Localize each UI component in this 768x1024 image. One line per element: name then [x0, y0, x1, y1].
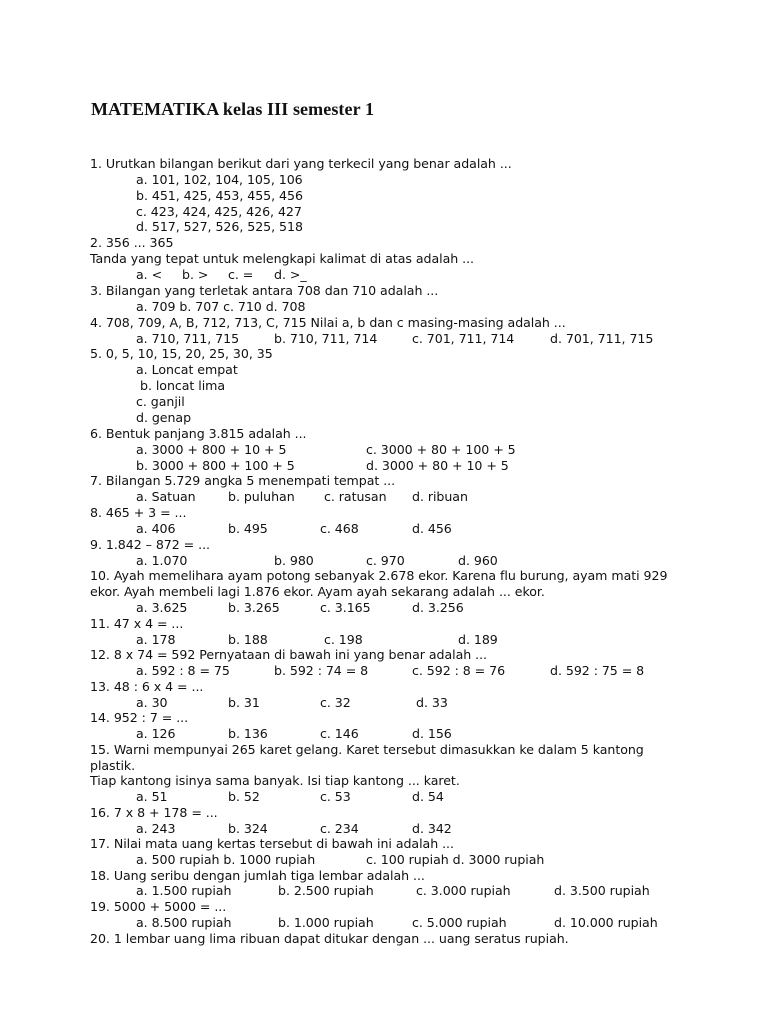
question-18-option-d: d. 3.500 rupiah — [554, 883, 650, 898]
question-14-option-d: d. 156 — [412, 726, 452, 741]
question-8-option-a: a. 406 — [136, 521, 176, 536]
question-19-text: 19. 5000 + 5000 = ... — [90, 899, 227, 914]
question-18-option-c: c. 3.000 rupiah — [416, 883, 511, 898]
question-10-option-c: c. 3.165 — [320, 600, 371, 615]
question-8-option-c: c. 468 — [320, 521, 359, 536]
question-16-option-c: c. 234 — [320, 821, 359, 836]
question-9-option-b: b. 980 — [274, 553, 314, 568]
question-19-option-b: b. 1.000 rupiah — [278, 915, 374, 930]
question-15-text: 15. Warni mempunyai 265 karet gelang. Karet tersebut dimasukkan ke dalam 5 kantong — [90, 742, 644, 757]
question-16-option-b: b. 324 — [228, 821, 268, 836]
question-4-option-a: a. 710, 711, 715 — [136, 331, 240, 346]
question-10-option-a: a. 3.625 — [136, 600, 188, 615]
question-13-option-a: a. 30 — [136, 695, 168, 710]
question-16-option-d: d. 342 — [412, 821, 452, 836]
question-16-text: 16. 7 x 8 + 178 = ... — [90, 805, 218, 820]
question-20-text: 20. 1 lembar uang lima ribuan dapat ditukar dengan ... uang seratus rupiah. — [90, 931, 569, 946]
question-17-text: 17. Nilai mata uang kertas tersebut di bawah ini adalah ... — [90, 836, 454, 851]
question-6-text: 6. Bentuk panjang 3.815 adalah ... — [90, 426, 307, 441]
question-8-text: 8. 465 + 3 = ... — [90, 505, 187, 520]
question-18-text: 18. Uang seribu dengan jumlah tiga lembar adalah ... — [90, 868, 425, 883]
question-7-option-d: d. ribuan — [412, 489, 468, 504]
question-4-option-d: d. 701, 711, 715 — [550, 331, 654, 346]
question-12-text: 12. 8 x 74 = 592 Pernyataan di bawah ini yang benar adalah ... — [90, 647, 487, 662]
question-15-option-a: a. 51 — [136, 789, 168, 804]
question-12-option-c: c. 592 : 8 = 76 — [412, 663, 506, 678]
question-9-option-a: a. 1.070 — [136, 553, 188, 568]
question-4-text: 4. 708, 709, A, B, 712, 713, C, 715 Nilai a, b dan c masing-masing adalah ... — [90, 315, 566, 330]
question-16-option-a: a. 243 — [136, 821, 176, 836]
question-6-option-c: c. 3000 + 80 + 100 + 5 — [366, 442, 516, 457]
question-10-text: 10. Ayah memelihara ayam potong sebanyak 2.678 ekor. Karena flu burung, ayam mati 929 — [90, 568, 668, 583]
question-2-option-b: b. > — [182, 267, 209, 282]
question-18-option-a: a. 1.500 rupiah — [136, 883, 232, 898]
question-15-option-c: c. 53 — [320, 789, 351, 804]
question-5-option-c: c. ganjil — [136, 394, 185, 409]
question-1-option-c: c. 423, 424, 425, 426, 427 — [136, 204, 302, 219]
question-13-option-d: d. 33 — [416, 695, 448, 710]
question-5-option-a: a. Loncat empat — [136, 362, 238, 377]
question-15-option-d: d. 54 — [412, 789, 444, 804]
question-8-option-d: d. 456 — [412, 521, 452, 536]
question-12-option-a: a. 592 : 8 = 75 — [136, 663, 230, 678]
question-7-option-b: b. puluhan — [228, 489, 295, 504]
question-3-text: 3. Bilangan yang terletak antara 708 dan 710 adalah ... — [90, 283, 439, 298]
question-9-option-d: d. 960 — [458, 553, 498, 568]
question-11-option-c: c. 198 — [324, 632, 363, 647]
question-17-options-ab: a. 500 rupiah b. 1000 rupiah — [136, 852, 316, 867]
question-11-option-b: b. 188 — [228, 632, 268, 647]
question-12-option-b: b. 592 : 74 = 8 — [274, 663, 369, 678]
page-title: MATEMATIKA kelas III semester 1 — [91, 99, 375, 119]
question-5-option-b: b. loncat lima — [140, 378, 226, 393]
question-1-text: 1. Urutkan bilangan berikut dari yang terkecil yang benar adalah ... — [90, 156, 512, 171]
question-11-text: 11. 47 x 4 = ... — [90, 616, 184, 631]
question-19-option-c: c. 5.000 rupiah — [412, 915, 507, 930]
question-1-option-d: d. 517, 527, 526, 525, 518 — [136, 219, 303, 234]
question-9-option-c: c. 970 — [366, 553, 405, 568]
question-15-option-b: b. 52 — [228, 789, 260, 804]
question-11-option-d: d. 189 — [458, 632, 498, 647]
question-5-option-d: d. genap — [136, 410, 192, 425]
question-10-text-2: ekor. Ayah membeli lagi 1.876 ekor. Ayam ayah sekarang adalah ... ekor. — [90, 584, 545, 599]
question-6-option-a: a. 3000 + 800 + 10 + 5 — [136, 442, 287, 457]
question-1-option-b: b. 451, 425, 453, 455, 456 — [136, 188, 303, 203]
question-9-text: 9. 1.842 – 872 = ... — [90, 537, 210, 552]
question-4-option-c: c. 701, 711, 714 — [412, 331, 515, 346]
question-5-text: 5. 0, 5, 10, 15, 20, 25, 30, 35 — [90, 346, 273, 361]
question-14-text: 14. 952 : 7 = ... — [90, 710, 189, 725]
question-1-option-a: a. 101, 102, 104, 105, 106 — [136, 172, 303, 187]
question-2-text: 2. 356 ... 365 — [90, 235, 174, 250]
question-14-option-b: b. 136 — [228, 726, 268, 741]
question-13-text: 13. 48 : 6 x 4 = ... — [90, 679, 204, 694]
question-14-option-a: a. 126 — [136, 726, 176, 741]
question-6-option-d: d. 3000 + 80 + 10 + 5 — [366, 458, 509, 473]
question-4-option-b: b. 710, 711, 714 — [274, 331, 378, 346]
question-7-option-a: a. Satuan — [136, 489, 196, 504]
question-3-options: a. 709 b. 707 c. 710 d. 708 — [136, 299, 306, 314]
question-2-option-c: c. = — [228, 267, 254, 282]
question-14-option-c: c. 146 — [320, 726, 359, 741]
question-6-option-b: b. 3000 + 800 + 100 + 5 — [136, 458, 295, 473]
question-15-text-2: plastik. — [90, 758, 136, 773]
question-10-option-b: b. 3.265 — [228, 600, 280, 615]
question-2-option-a: a. < — [136, 267, 163, 282]
question-2-text-2: Tanda yang tepat untuk melengkapi kalimat di atas adalah ... — [90, 251, 474, 266]
question-19-option-d: d. 10.000 rupiah — [554, 915, 658, 930]
question-19-option-a: a. 8.500 rupiah — [136, 915, 232, 930]
question-8-option-b: b. 495 — [228, 521, 268, 536]
question-11-option-a: a. 178 — [136, 632, 176, 647]
question-18-option-b: b. 2.500 rupiah — [278, 883, 374, 898]
question-2-option-d: d. >_ — [274, 267, 307, 282]
question-15-text-3: Tiap kantong isinya sama banyak. Isi tiap kantong ... karet. — [90, 773, 460, 788]
question-7-option-c: c. ratusan — [324, 489, 387, 504]
question-17-options-cd: c. 100 rupiah d. 3000 rupiah — [366, 852, 545, 867]
question-13-option-c: c. 32 — [320, 695, 351, 710]
question-7-text: 7. Bilangan 5.729 angka 5 menempati tempat ... — [90, 473, 396, 488]
question-10-option-d: d. 3.256 — [412, 600, 464, 615]
question-13-option-b: b. 31 — [228, 695, 260, 710]
question-12-option-d: d. 592 : 75 = 8 — [550, 663, 645, 678]
